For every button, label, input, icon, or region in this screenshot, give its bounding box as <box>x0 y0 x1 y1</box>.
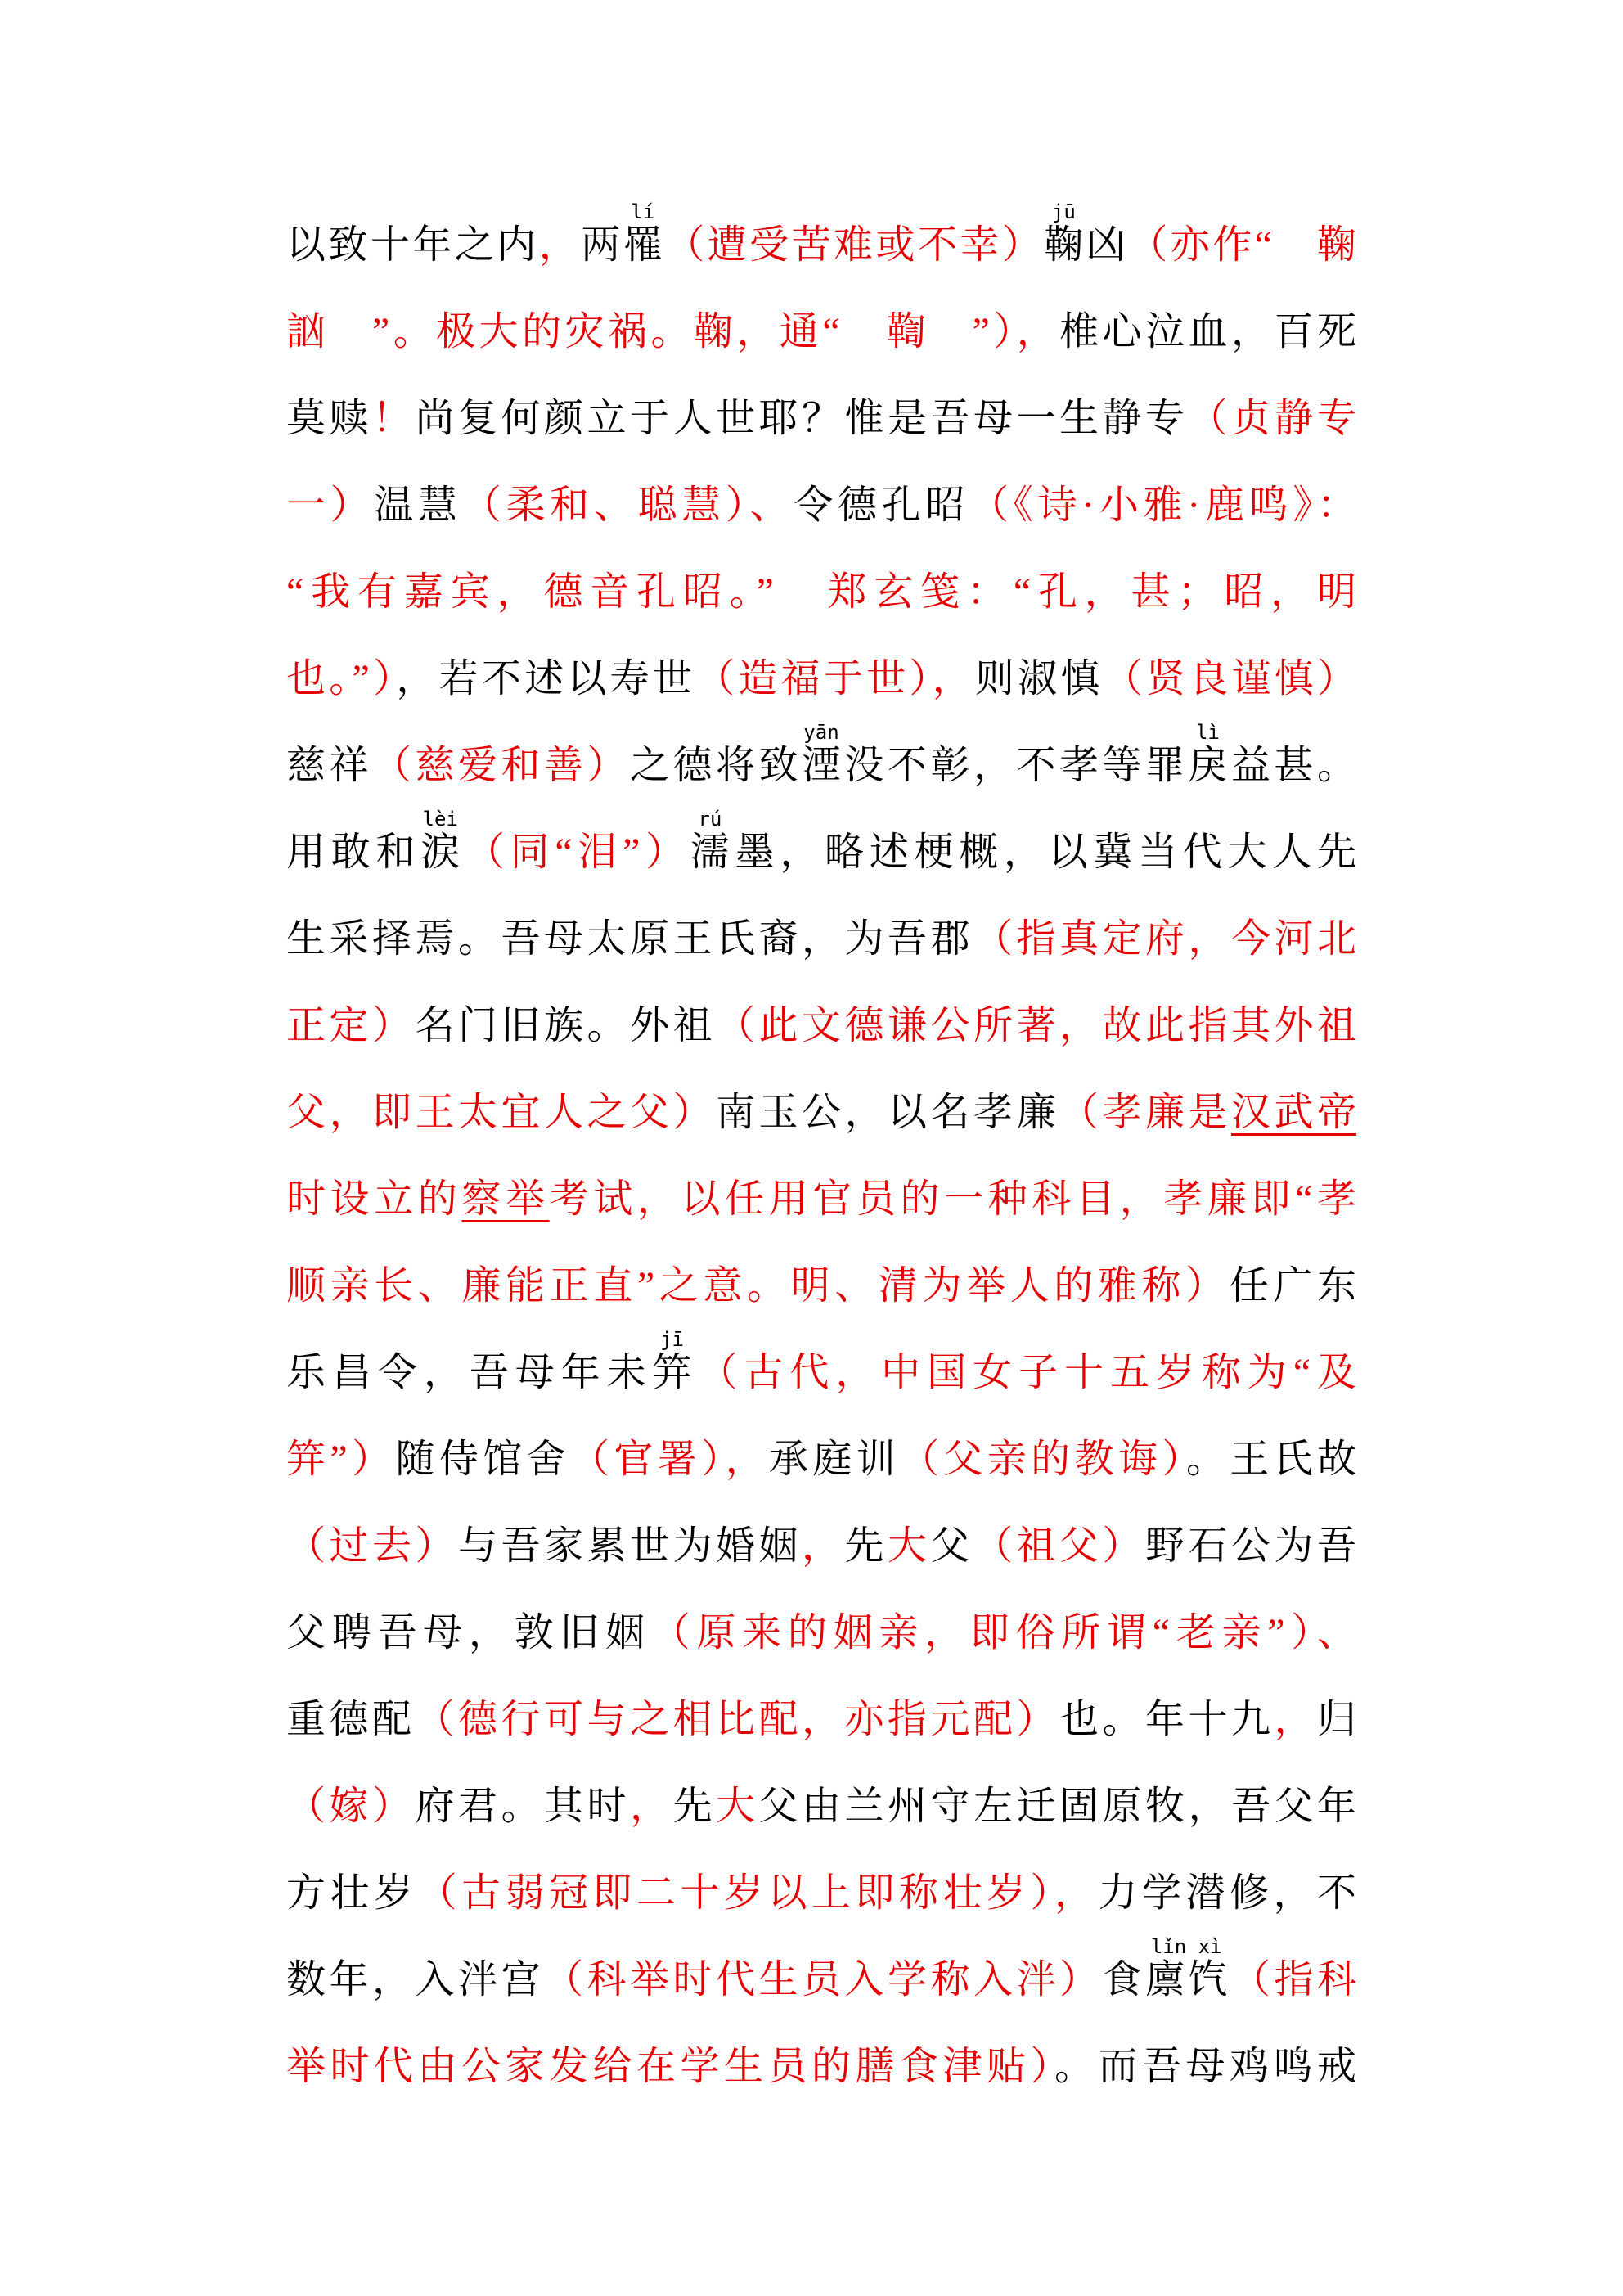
annotation-text-segment: （古弱冠即二十岁以上即称壮岁）， <box>417 1871 1099 1915</box>
main-text-segment: 温慧 <box>374 484 462 527</box>
ruby-base-text: 湮 <box>801 744 845 787</box>
main-text-segment: 没不彰，不孝等罪 <box>844 744 1189 787</box>
annotation-text-segment: （柔和、聪慧）、 <box>461 484 794 527</box>
main-text-segment: 慈祥 <box>286 744 372 787</box>
pinyin-annotation: jī <box>652 1328 692 1351</box>
ruby-annotated-char <box>690 808 735 874</box>
main-text-segment: 野石公为吾 <box>1144 1524 1356 1568</box>
annotation-text-segment: （《诗·小雅·鹿鸣》： <box>969 484 1356 527</box>
annotation-text-segment: ， <box>629 1785 673 1828</box>
pinyin-annotation: jū <box>1044 200 1084 223</box>
annotation-text-segment: “我有嘉宾，德音孔昭。” 郑玄笺：“孔，甚；昭，明 <box>286 570 1356 614</box>
ruby-base-text: 罹 <box>623 223 666 267</box>
annotation-text-segment: （古代，中国女子十五岁称为“及 <box>698 1351 1356 1394</box>
annotation-text-segment: 父，即王太宜人之父） <box>286 1091 716 1134</box>
main-text-segment: 父 <box>930 1524 973 1568</box>
annotation-text-segment: （指真定府，今河北 <box>973 917 1356 961</box>
main-text-segment: 归 <box>1316 1698 1356 1741</box>
text-line <box>286 376 1356 462</box>
annotation-text-segment: （亦作“ 鞠 <box>1128 223 1356 267</box>
text-line <box>286 1243 1356 1330</box>
annotation-text-segment: （慈爱和善） <box>372 744 630 787</box>
annotation-text-segment: （父亲的教诲） <box>900 1438 1186 1481</box>
main-text-segment: 之德将致 <box>629 744 802 787</box>
text-line <box>286 896 1356 983</box>
main-text-segment: 与吾家累世为婚姻 <box>457 1524 802 1568</box>
pinyin-annotation: lí <box>623 200 663 223</box>
ruby-annotated-char <box>1188 721 1231 787</box>
text-line <box>286 636 1356 723</box>
pinyin-annotation: lǐn xì <box>1144 1935 1228 1958</box>
main-text-segment: 莫赎 <box>286 397 372 440</box>
main-text-segment: 先 <box>672 1785 716 1828</box>
main-text-segment: 两 <box>581 223 623 267</box>
main-text-segment: 府君。其时 <box>415 1785 630 1828</box>
ruby-base-text: 鞠 <box>1044 223 1086 267</box>
annotation-text-segment: （造福于世）， <box>695 657 975 700</box>
main-text-segment: 乐昌令，吾母年未 <box>286 1351 653 1394</box>
annotation-text-segment: 察举 <box>461 1177 550 1221</box>
main-text-segment: 任广东 <box>1229 1264 1356 1308</box>
annotation-text-segment: （官署）， <box>570 1438 769 1481</box>
text-line <box>286 1850 1356 1937</box>
main-text-segment: 食 <box>1102 1958 1145 2001</box>
pinyin-annotation: rú <box>690 808 730 831</box>
ruby-annotated-char <box>1144 1935 1231 2001</box>
annotation-text-segment: ， <box>801 1524 845 1568</box>
main-text-segment: 重德配 <box>286 1698 416 1741</box>
text-line <box>286 1677 1356 1763</box>
annotation-text-segment: 考试，以任用官员的一种科目，孝廉即“孝 <box>549 1177 1356 1221</box>
annotation-text-segment: 笄”） <box>286 1438 396 1481</box>
text-line <box>286 1937 1356 2024</box>
document-body <box>286 202 1356 2110</box>
pinyin-annotation: lì <box>1188 721 1228 744</box>
text-line <box>286 1156 1356 1243</box>
text-line <box>286 1590 1356 1677</box>
main-text-segment: 数年，入泮宫 <box>286 1958 544 2001</box>
main-text-segment: 以致十年之内 <box>286 223 539 267</box>
main-text-segment: 名门旧族。外祖 <box>415 1004 716 1047</box>
text-line <box>286 983 1356 1069</box>
annotation-text-segment: （过去） <box>286 1524 458 1568</box>
main-text-segment: 生采择焉。吾母太原王氏裔，为吾郡 <box>286 917 973 961</box>
text-line <box>286 723 1356 809</box>
ruby-annotated-char <box>1044 200 1086 267</box>
annotation-text-segment: （科举时代生员入学称入泮） <box>543 1958 1103 2001</box>
annotation-text-segment: 大 <box>887 1524 931 1568</box>
annotation-text-segment: （孝廉是 <box>1059 1091 1231 1134</box>
text-line <box>286 289 1356 376</box>
main-text-segment: 承庭训 <box>768 1438 901 1481</box>
annotation-text-segment: （贞静专 <box>1188 397 1356 440</box>
annotation-text-segment: 大 <box>715 1785 759 1828</box>
text-line <box>286 1503 1356 1590</box>
main-text-segment: 。王氏故 <box>1185 1438 1356 1481</box>
annotation-text-segment: （同“泪”） <box>465 831 690 874</box>
annotation-text-segment: 一） <box>286 484 375 527</box>
annotation-text-segment: 正定） <box>286 1004 416 1047</box>
annotation-text-segment: （嫁） <box>286 1785 416 1828</box>
annotation-text-segment: ！ <box>372 397 416 440</box>
main-text-segment: 随侍馆舍 <box>395 1438 571 1481</box>
annotation-text-segment: 汉武帝 <box>1230 1091 1356 1134</box>
main-text-segment: 凶 <box>1086 223 1129 267</box>
ruby-annotated-char <box>420 808 465 874</box>
text-line <box>286 1330 1356 1416</box>
ruby-base-text: 濡 <box>690 831 735 874</box>
main-text-segment: 也。年十九 <box>1059 1698 1275 1741</box>
ruby-base-text: 涙 <box>420 831 465 874</box>
annotation-text-segment: ， <box>538 223 582 267</box>
main-text-segment: 椎心泣血，百死 <box>1059 310 1356 353</box>
main-text-segment: 。而吾母鸡鸣戒 <box>1054 2045 1356 2088</box>
ruby-base-text: 戾 <box>1188 744 1231 787</box>
main-text-segment: 先 <box>844 1524 888 1568</box>
main-text-segment: 力学潜修，不 <box>1098 1871 1356 1915</box>
main-text-segment: 方壮岁 <box>286 1871 418 1915</box>
main-text-segment: 墨，略述梗概，以冀当代大人先 <box>735 831 1356 874</box>
annotation-text-segment: （贤良谨慎） <box>1103 657 1356 700</box>
main-text-segment: 令德孔昭 <box>794 484 970 527</box>
text-line <box>286 809 1356 896</box>
main-text-segment: 父聘吾母，敦旧姻 <box>286 1611 651 1654</box>
annotation-text-segment: 举时代由公家发给在学生员的膳食津贴） <box>286 2045 1054 2088</box>
annotation-text-segment: 也。”） <box>286 657 397 700</box>
ruby-base-text: 廪饩 <box>1144 1958 1231 2001</box>
annotation-text-segment: 訩 ”。极大的灾祸。鞠，通“ 鞫 ”）， <box>286 310 1060 353</box>
main-text-segment: 尚复何颜立于人世耶？惟是吾母一生静专 <box>415 397 1189 440</box>
text-line <box>286 1763 1356 1850</box>
annotation-text-segment: （德行可与之相比配，亦指元配） <box>415 1698 1059 1741</box>
main-text-segment: 则淑慎 <box>974 657 1104 700</box>
annotation-text-segment: 顺亲长、廉能正直”之意。明、清为举人的雅称） <box>286 1264 1230 1308</box>
ruby-base-text: 笄 <box>652 1351 699 1394</box>
pinyin-annotation: yān <box>801 721 841 744</box>
ruby-annotated-char <box>801 721 845 787</box>
annotation-text-segment: （遭受苦难或不幸） <box>665 223 1045 267</box>
annotation-text-segment: 时设立的 <box>286 1177 462 1221</box>
main-text-segment: 益甚。 <box>1230 744 1356 787</box>
main-text-segment: 父由兰州守左迁固原牧，吾父年 <box>758 1785 1356 1828</box>
annotation-text-segment: （祖父） <box>973 1524 1145 1568</box>
ruby-annotated-char <box>652 1328 699 1394</box>
annotation-text-segment: （原来的姻亲，即俗所谓“老亲”）、 <box>650 1611 1356 1654</box>
main-text-segment: 用敢和 <box>286 831 421 874</box>
text-line <box>286 2024 1356 2110</box>
text-line <box>286 1069 1356 1156</box>
annotation-text-segment: ， <box>1274 1698 1317 1741</box>
annotation-text-segment: （指科 <box>1230 1958 1356 2001</box>
main-text-segment: ，若不述以寿世 <box>396 657 696 700</box>
pinyin-annotation: lèi <box>420 808 461 831</box>
ruby-annotated-char <box>623 200 666 267</box>
annotation-text-segment: （此文德谦公所著，故此指其外祖 <box>716 1004 1356 1047</box>
main-text-segment: 南玉公，以名孝廉 <box>715 1091 1059 1134</box>
text-line <box>286 202 1356 289</box>
text-line <box>286 462 1356 549</box>
text-line <box>286 549 1356 636</box>
text-line <box>286 1416 1356 1503</box>
